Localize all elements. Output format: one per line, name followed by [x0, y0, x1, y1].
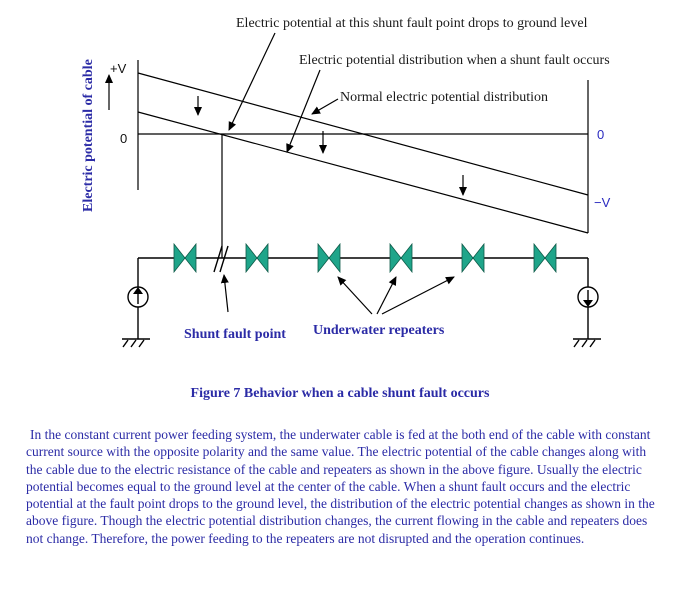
- figure-caption: Figure 7 Behavior when a cable shunt fault occurs: [190, 386, 490, 401]
- annotation-normal-distribution: Normal electric potential distribution: [340, 90, 548, 105]
- repeater: [390, 244, 412, 272]
- plus-v-label: +V: [110, 61, 127, 76]
- left-current-source: [128, 287, 148, 307]
- fault-distribution-line: [138, 112, 588, 233]
- repeater: [534, 244, 556, 272]
- leader-shunt-ground: [229, 33, 275, 130]
- repeater: [174, 244, 196, 272]
- repeater: [318, 244, 340, 272]
- repeaters-label: Underwater repeaters: [313, 323, 445, 338]
- leader-normal-distribution: [312, 99, 338, 114]
- zero-left-label: 0: [120, 131, 128, 146]
- annotation-fault-distribution: Electric potential distribution when a shunt fault occurs: [299, 53, 610, 68]
- shunt-fault-mark: [214, 246, 228, 272]
- shunt-fault-pointer: [224, 275, 228, 312]
- repeater-pointer-1: [338, 277, 372, 314]
- left-ground-icon: [122, 339, 150, 347]
- repeater: [462, 244, 484, 272]
- description-paragraph: In the constant current power feeding system, the underwater cable is fed at the both end of the cable with constant current source with the opposite polarity and the same value. The electric potential of the cable changes along with the cable due to the electric resistance of the cable and repeaters as shown in the above figure. Usually the electric potential becomes equal to the ground level at the center of the cable. When a shunt fault occurs and the electric potential at the fault point drops to the ground level, the distribution of the electric potential changes as shown in the above figure. Though the electric potential distribution changes, the current flowing in the cable and repeaters does not change. Therefore, the power feeding to the repeaters are not disrupted and the operation continues.: [26, 427, 655, 546]
- repeater: [246, 244, 268, 272]
- shunt-fault-label: Shunt fault point: [184, 327, 286, 342]
- right-current-source: [578, 287, 598, 307]
- minus-v-label: −V: [594, 195, 611, 210]
- annotation-shunt-ground: Electric potential at this shunt fault point drops to ground level: [236, 16, 588, 31]
- leader-fault-distribution: [287, 70, 320, 152]
- y-axis-label: Electric potential of cable: [81, 59, 96, 212]
- right-ground-icon: [573, 339, 601, 347]
- zero-right-label: 0: [597, 127, 605, 142]
